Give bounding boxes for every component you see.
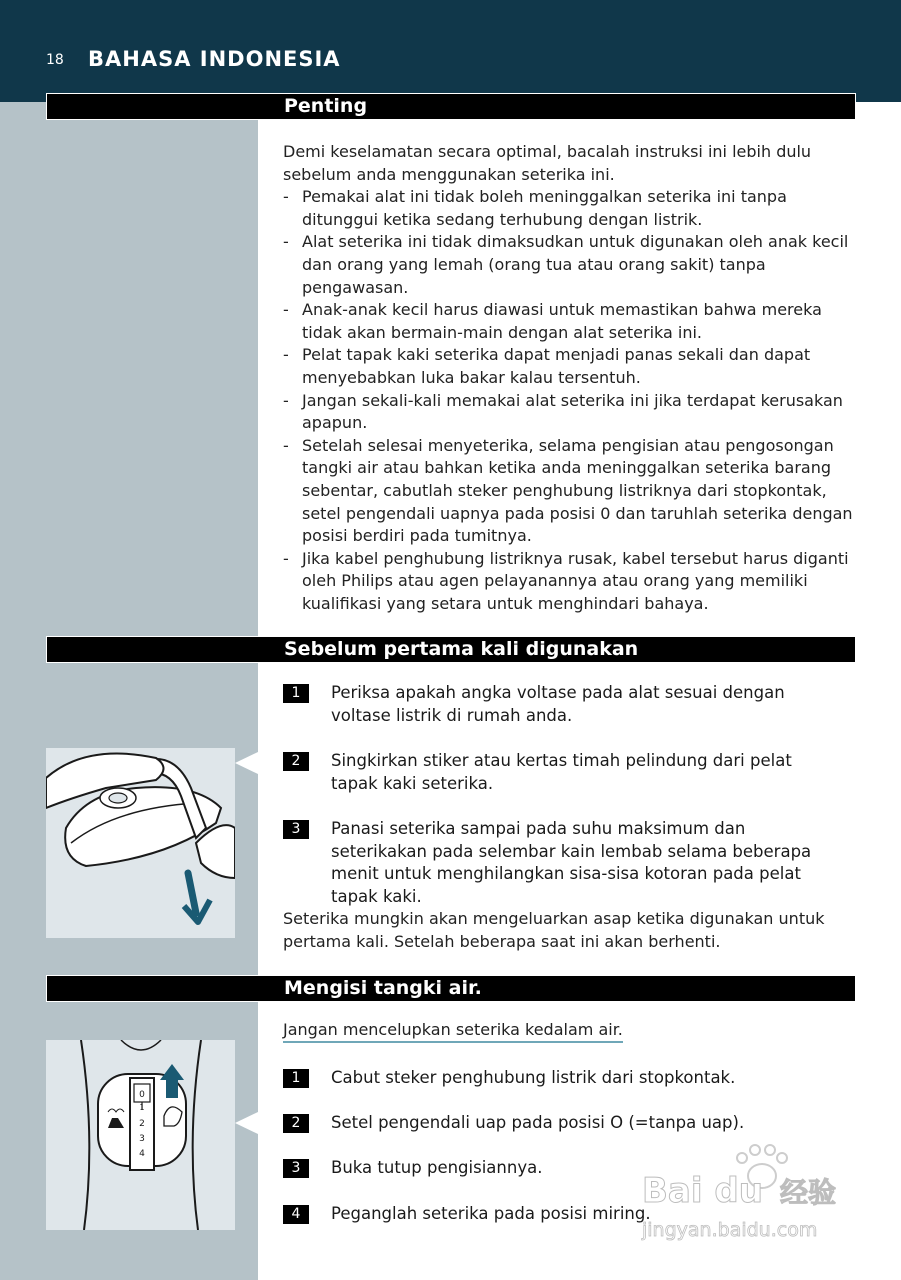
section-title: Sebelum pertama kali digunakan — [284, 638, 639, 660]
iron-illustration — [46, 748, 235, 938]
steam-dial-icon — [46, 1040, 235, 1230]
section-title: Penting — [284, 95, 368, 117]
list-item: - Setelah selesai menyeterika, selama pengisian atau pengosongan tangki air atau bahkan ketika anda meninggalkan seterika barang sebentar, cabutlah steker penghubung listriknya dari stopkontak, setel pengendali uapnya pada posisi 0 dan taruhlah seterika dengan posisi berdiri pada tumitnya. — [283, 435, 858, 548]
section-header-before-first-use — [46, 636, 856, 663]
figure-pointer — [235, 1112, 258, 1134]
step-number: 1 — [283, 684, 309, 703]
dial-label: 4 — [139, 1149, 145, 1159]
first-use-note: Seterika mungkin akan mengeluarkan asap ketika digunakan untuk pertama kali. Setelah beberapa saat ini akan berhenti. — [283, 909, 825, 951]
dial-label: 3 — [139, 1134, 145, 1144]
step-number: 2 — [283, 752, 309, 771]
step-number: 1 — [283, 1069, 309, 1088]
dial-label: 0 — [139, 1090, 145, 1100]
step-number: 2 — [283, 1114, 309, 1133]
step-number: 4 — [283, 1205, 309, 1224]
steam-dial-illustration — [46, 1040, 235, 1230]
section-title: Mengisi tangki air. — [284, 977, 482, 999]
paw-logo-icon — [640, 1140, 860, 1250]
step-item — [283, 750, 843, 795]
step-text: Cabut steker penghubung listrik dari stopkontak. — [331, 1068, 736, 1087]
step-item — [283, 682, 843, 727]
list-item: - Alat seterika ini tidak dimaksudkan untuk digunakan oleh anak kecil dan orang yang lemah (orang tua atau orang sakit) tanpa pengawasan. — [283, 231, 858, 299]
warning-text: Jangan mencelupkan seterika kedalam air. — [283, 1020, 623, 1043]
section-header-important — [46, 93, 856, 120]
step-text: Panasi seterika sampai pada suhu maksimum dan seterikakan pada selembar kain lembab selama beberapa menit untuk menghilangkan sisa-sisa kotoran pada pelat tapak kaki. — [331, 819, 812, 906]
language-title: BAHASA INDONESIA — [88, 47, 341, 71]
watermark-brand: Bai du — [642, 1171, 763, 1211]
section-header-fill-tank — [46, 975, 856, 1002]
step-number: 3 — [283, 820, 309, 839]
important-body — [283, 141, 858, 615]
baidu-watermark — [640, 1140, 860, 1250]
step-text: Peganglah seterika pada posisi miring. — [331, 1204, 651, 1223]
page-number: 18 — [46, 52, 64, 68]
step-number: 3 — [283, 1159, 309, 1178]
step-text: Singkirkan stiker atau kertas timah pelindung dari pelat tapak kaki seterika. — [331, 751, 792, 793]
iron-remove-sticker-icon — [46, 748, 235, 938]
figure-pointer — [235, 752, 258, 774]
dial-label: 1 — [139, 1103, 145, 1112]
list-item: - Pemakai alat ini tidak boleh meninggalkan seterika ini tanpa ditunggui ketika sedang terhubung dengan listrik. — [283, 186, 858, 231]
step-text: Setel pengendali uap pada posisi O (=tanpa uap). — [331, 1113, 745, 1132]
step-text: Periksa apakah angka voltase pada alat sesuai dengan voltase listrik di rumah anda. — [331, 683, 785, 725]
list-item: - Jika kabel penghubung listriknya rusak, kabel tersebut harus diganti oleh Philips atau agen pelayanannya atau orang yang memiliki kualifikasi yang setara untuk menghindari bahaya. — [283, 548, 858, 616]
watermark-cn: 经验 — [780, 1176, 837, 1209]
watermark-url: jingyan.baidu.com — [642, 1219, 818, 1241]
step-item — [283, 1067, 843, 1090]
step-item — [283, 1112, 843, 1135]
important-list — [283, 186, 858, 615]
list-item: - Anak-anak kecil harus diawasi untuk memastikan bahwa mereka tidak akan bermain-main dengan alat seterika ini. — [283, 299, 858, 344]
list-item: - Jangan sekali-kali memakai alat seterika ini jika terdapat kerusakan apapun. — [283, 390, 858, 435]
step-item — [283, 818, 843, 908]
important-intro: Demi keselamatan secara optimal, bacalah instruksi ini lebih dulu sebelum anda menggunakan seterika ini. — [283, 142, 812, 184]
dial-label: 2 — [139, 1119, 145, 1129]
step-text: Buka tutup pengisiannya. — [331, 1158, 543, 1177]
list-item: - Pelat tapak kaki seterika dapat menjadi panas sekali dan dapat menyebabkan luka bakar kalau tersentuh. — [283, 344, 858, 389]
